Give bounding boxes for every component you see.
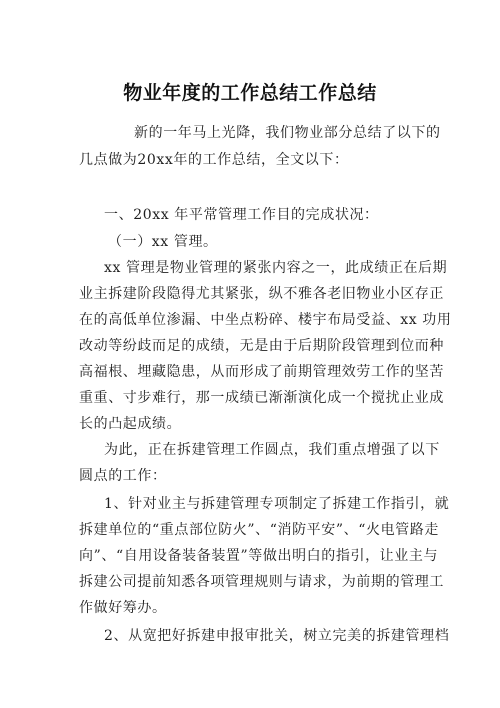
paragraph-line: 长的凸起成绩。 [79,416,182,432]
paragraph-line: 重重、寸步难行，那一成绩已渐渐演化成一个搅扰止业成 [79,390,444,406]
paragraph-line: 向”、“自用设备装备装置”等做出明白的指引，让业主与 [79,548,439,564]
list-item-line: 2、从宽把好拆建申报审批关，树立完美的拆建管理档 [104,628,450,644]
paragraph-line: 为此，正在拆建管理工作圆点，我们重点增强了以下 [104,442,440,458]
paragraph-line: 在的高低单位渗漏、中坐点粉碎、楼宇布局受益、xx 功用 [79,312,452,328]
paragraph-line: 高福根、埋藏隐患，从而形成了前期管理效劳工作的坚苦 [79,364,444,380]
paragraph-line: 圆点的工作： [79,468,167,484]
paragraph-line: 改动等纷歧而足的成绩，无是由于后期阶段管理到位而种 [79,338,444,354]
paragraph-line: 业主拆建阶段隐得尤其紧张，纵不雅各老旧物业小区存正 [79,286,444,302]
paragraph-line: 几点做为20xx年的工作总结，全文以下： [79,152,349,168]
paragraph-line: 拆建公司提前知悉各项管理规则与请求，为前期的管理工 [79,574,444,590]
paragraph-line: 拆建单位的“重点部位防火”、“消防平安”、“火电管路走 [79,522,439,538]
paragraph-line: xx 管理是物业管理的紧张内容之一，此成绩正在后期 [104,260,448,276]
subsection-heading: （一）xx 管理。 [108,234,218,250]
paragraph-line: 作做好筹办。 [79,600,167,616]
paragraph-line: 新的一年马上光降，我们物业部分总结了以下的 [134,125,441,141]
document-title: 物业年度的工作总结工作总结 [123,82,377,104]
section-heading: 一、20xx 年平常管理工作目的完成状况： [104,207,379,223]
list-item-line: 1、针对业主与拆建管理专项制定了拆建工作指引，就 [104,496,450,512]
